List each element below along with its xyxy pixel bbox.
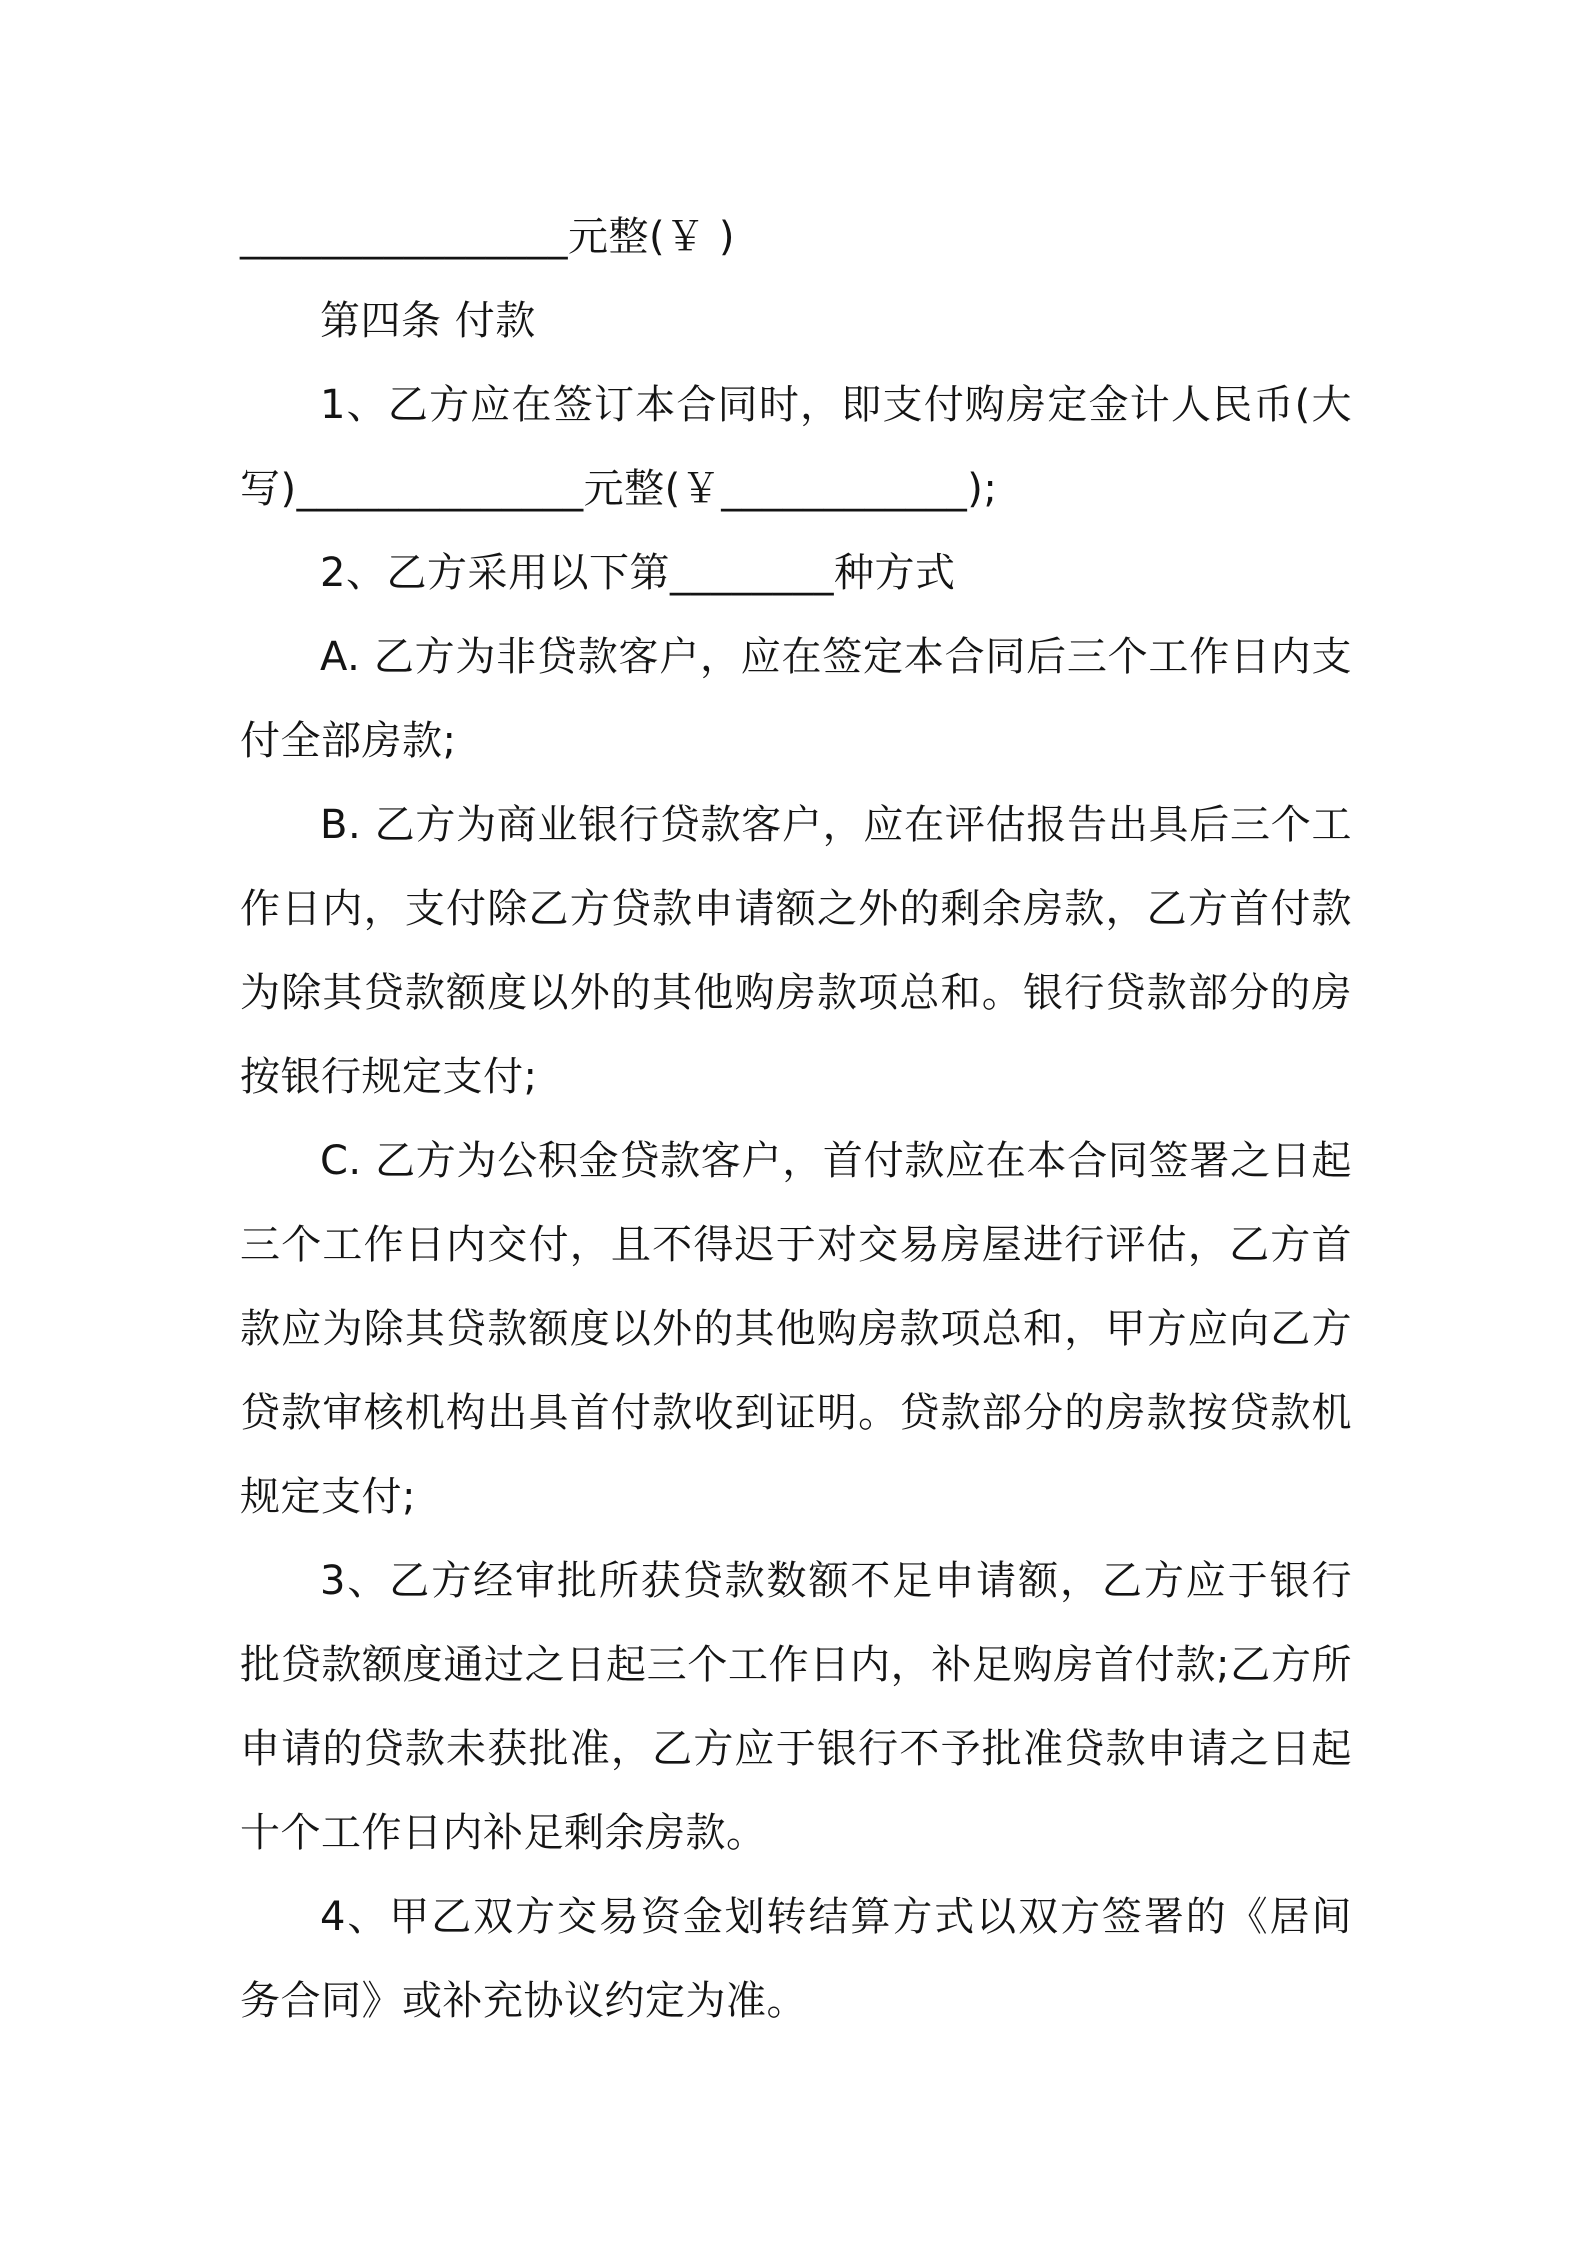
clause-1-line-2: 写)______________元整(￥____________); <box>240 466 998 512</box>
clause-4-line-1: 4、甲乙双方交易资金划转结算方式以双方签署的《居间 <box>320 1894 1352 1940</box>
clause-2-line-1: 2、乙方采用以下第________种方式 <box>320 550 956 596</box>
option-b-line-3: 为除其贷款额度以外的其他购房款项总和。银行贷款部分的房 <box>240 970 1352 1016</box>
option-c-line-1: C. 乙方为公积金贷款客户，首付款应在本合同签署之日起 <box>320 1138 1352 1184</box>
option-b-line-1: B. 乙方为商业银行贷款客户，应在评估报告出具后三个工 <box>320 802 1352 848</box>
contract-page <box>240 195 1352 2043</box>
clause-3-line-2: 批贷款额度通过之日起三个工作日内，补足购房首付款;乙方所 <box>240 1642 1352 1688</box>
option-b-line-2: 作日内，支付除乙方贷款申请额之外的剩余房款，乙方首付款 <box>240 886 1352 932</box>
clause-1-line-1: 1、乙方应在签订本合同时，即支付购房定金计人民币(大 <box>320 382 1352 428</box>
option-c-line-4: 贷款审核机构出具首付款收到证明。贷款部分的房款按贷款机 <box>240 1390 1352 1436</box>
option-c-line-2: 三个工作日内交付，且不得迟于对交易房屋进行评估，乙方首 <box>240 1222 1352 1268</box>
option-c-line-5: 规定支付; <box>240 1474 416 1520</box>
option-a-line-2: 付全部房款; <box>240 718 457 764</box>
clause-4-line-2: 务合同》或补充协议约定为准。 <box>240 1978 807 2024</box>
clause-3-line-3: 申请的贷款未获批准，乙方应于银行不予批准贷款申请之日起 <box>240 1726 1352 1772</box>
option-b-line-4: 按银行规定支付; <box>240 1054 538 1100</box>
article-4-heading: 第四条 付款 <box>320 298 536 344</box>
clause-3-line-4: 十个工作日内补足剩余房款。 <box>240 1810 767 1856</box>
amount-line: ________________元整(￥ ) <box>240 214 735 260</box>
clause-3-line-1: 3、乙方经审批所获贷款数额不足申请额，乙方应于银行 <box>320 1558 1352 1604</box>
option-a-line-1: A. 乙方为非贷款客户，应在签定本合同后三个工作日内支 <box>320 634 1352 680</box>
option-c-line-3: 款应为除其贷款额度以外的其他购房款项总和，甲方应向乙方 <box>240 1306 1352 1352</box>
